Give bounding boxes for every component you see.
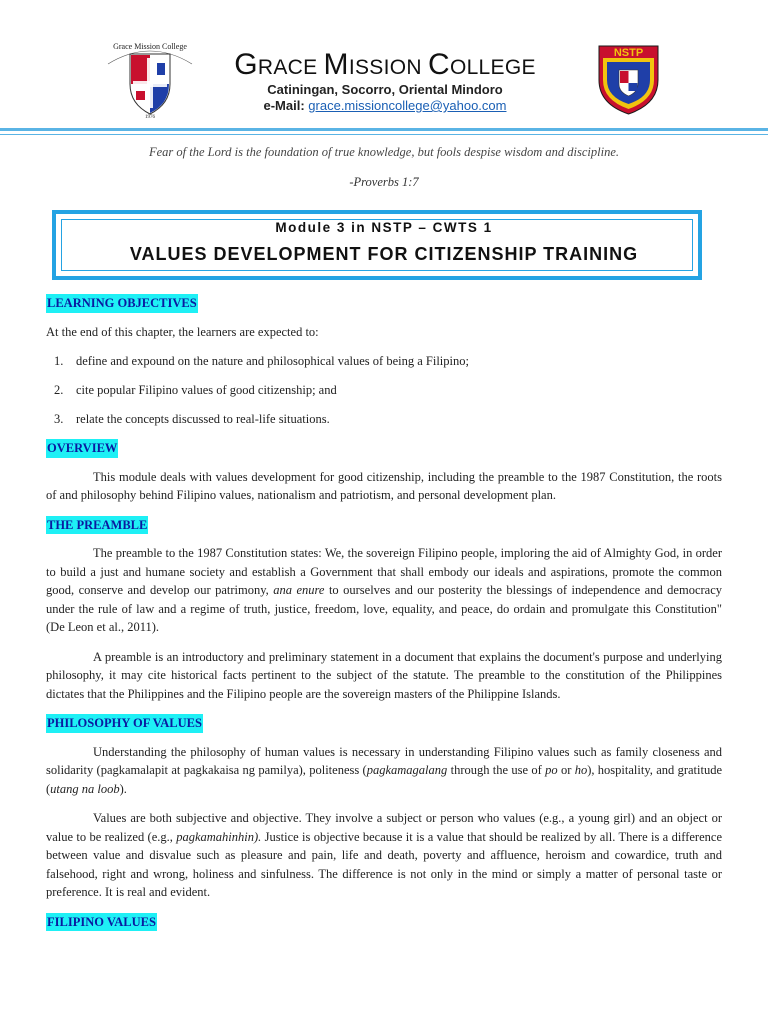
college-address: Catiningan, Socorro, Oriental Mindoro bbox=[267, 82, 503, 97]
seal-year-text: 1976 bbox=[145, 115, 155, 120]
overview-paragraph: This module deals with values development for good citizenship, including the preamble to the 1987 Constitution, the roots of and philosophy behind Filipino values, nationalism and patriotism, and personal development plan. bbox=[46, 469, 722, 502]
seal-name-text: Grace Mission College bbox=[113, 42, 187, 51]
list-item: 2. cite popular Filipino values of good citizenship; and bbox=[54, 383, 337, 397]
objectives-intro: At the end of this chapter, the learners are expected to: bbox=[46, 324, 319, 339]
document-header bbox=[0, 0, 768, 130]
motto-reference: -Proverbs 1:7 bbox=[349, 175, 419, 189]
email-label: e-Mail: bbox=[263, 98, 305, 113]
preamble-paragraph-2: A preamble is an introductory and preliminary statement in a document that explains the document's purpose and underlying philosophy, it may cite historical facts pertinent to the subject of the statute. The preamble to the constitution of the Philippines dictates that the Philippines and the Filipino people are the sovereign masters of the Philippine Islands. bbox=[46, 649, 722, 701]
header-rule-thin bbox=[0, 134, 768, 135]
objectives-list bbox=[46, 352, 722, 428]
college-name: GRACE MISSION COLLEGE bbox=[234, 48, 536, 81]
college-email-line bbox=[205, 98, 565, 113]
section-heading-preamble: THE PREAMBLE bbox=[46, 516, 148, 535]
email-link[interactable]: grace.missioncollege@yahoo.com bbox=[308, 98, 507, 113]
philosophy-paragraph-1: Understanding the philosophy of human values is necessary in understanding Filipino values such as family closeness and solidarity (pagkamalapit at pagkakaisa ng pamilya), politeness (pagkamagalang through the use of po or ho), hospitality, and gratitude (utang na loob). bbox=[46, 744, 723, 796]
module-title: VALUES DEVELOPMENT FOR CITIZENSHIP TRAINING bbox=[129, 244, 639, 264]
college-seal-logo bbox=[100, 38, 200, 120]
section-heading-philosophy-of-values: PHILOSOPHY OF VALUES bbox=[46, 714, 203, 733]
section-heading-overview: OVERVIEW bbox=[46, 439, 118, 458]
nstp-shield-text: NSTP bbox=[613, 47, 644, 59]
section-heading-learning-objectives: LEARNING OBJECTIVES bbox=[46, 294, 198, 313]
list-item: 3. relate the concepts discussed to real-life situations. bbox=[54, 412, 330, 426]
module-number-line: Module 3 in NSTP – CWTS 1 bbox=[275, 220, 493, 235]
nstp-shield-logo bbox=[597, 42, 660, 115]
preamble-paragraph-1: The preamble to the 1987 Constitution states: We, the sovereign Filipino people, imploring the aid of Almighty God, in order to build a just and humane society and establish a Government that shall embody our ideals and aspirations, promote the common good, conserve and develop our patrimony, ana enure to ourselves and our posterity the blessings of independence and democracy under the rule of law and a regime of truth, justice, freedom, love, equality, and peace, do ordain and promulgate this Constitution" (De Leon et al., 2011). bbox=[46, 546, 723, 634]
philosophy-paragraph-2: Values are both subjective and objective. They involve a subject or person who values (e.g., a young girl) and an object or value to be realized (e.g., pagkamahinhin). Justice is objective because it is a value that should be realized by all. There is a difference between value and disvalue such as pleasure and pain, life and death, poverty and affluence, heroism and cowardice, truth and falsehood, right and wrong, holiness and sinfulness. The difference is not only in the mind or simply a matter of personal taste or preference. It is real and evident. bbox=[46, 811, 722, 899]
motto-quote: Fear of the Lord is the foundation of true knowledge, but fools despise wisdom and discipline. bbox=[149, 145, 619, 159]
header-rule-thick bbox=[0, 128, 768, 131]
section-heading-filipino-values: FILIPINO VALUES bbox=[46, 913, 157, 932]
document-body bbox=[46, 294, 722, 941]
list-item: 1. define and expound on the nature and philosophical values of being a Filipino; bbox=[54, 354, 469, 368]
